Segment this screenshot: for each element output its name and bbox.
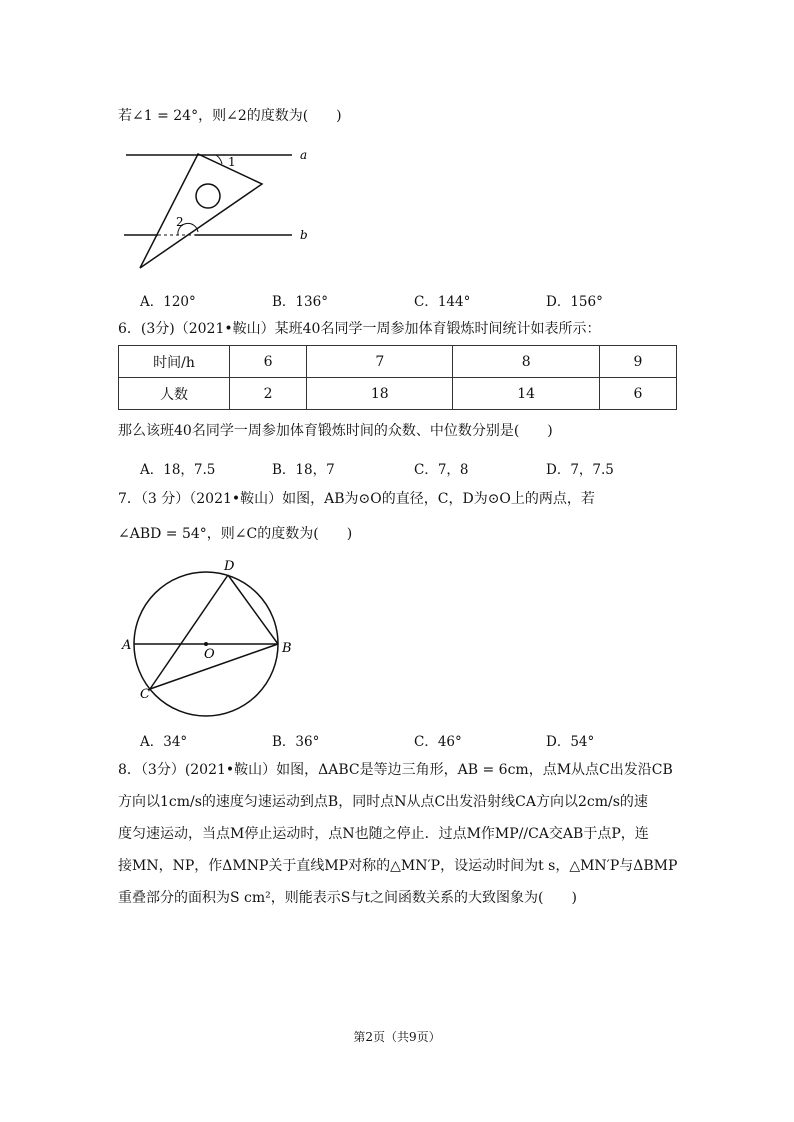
q7-choice-b: B．36°	[272, 734, 320, 750]
label-1: 1	[228, 155, 236, 169]
q7-figure	[118, 555, 308, 720]
q7-choice-d: D．54°	[546, 734, 595, 750]
q7-choice-c: C．46°	[414, 734, 462, 750]
table-cell: 人数	[119, 378, 230, 410]
table-header-cell: 6	[230, 346, 307, 378]
q6-choice-b: B．18，7	[272, 462, 335, 478]
q6-question: 那么该班40名同学一周参加体育锻炼时间的众数、中位数分别是( )	[118, 423, 553, 439]
q6-choice-c: C．7，8	[414, 462, 469, 478]
label-A: A	[122, 638, 132, 653]
table-cell: 2	[230, 378, 307, 410]
label-O: O	[204, 647, 215, 662]
center-dot	[204, 642, 208, 646]
q6-table	[118, 345, 677, 410]
table-header-cell: 时间/h	[119, 346, 230, 378]
q8-line-5: 重叠部分的面积为S cm²，则能表示S与t之间函数关系的大致图象为( )	[118, 890, 577, 906]
table-row	[119, 346, 677, 378]
table-header-cell: 9	[599, 346, 676, 378]
label-a: a	[300, 148, 308, 162]
triangle-ruler	[140, 154, 262, 268]
table-header-cell: 8	[453, 346, 599, 378]
table-cell: 18	[307, 378, 453, 410]
page-footer: 第2页（共9页）	[353, 1030, 441, 1044]
label-C: C	[140, 687, 150, 702]
q6-choice-a: A．18，7.5	[140, 462, 216, 478]
q7-choice-a: A．34°	[140, 734, 188, 750]
q8-line-1: 8．（3分）(2021•鞍山）如图，ΔABC是等边三角形，AB = 6cm，点M从点C出发沿CB	[118, 762, 673, 778]
q5-figure	[120, 140, 320, 275]
q7-line1: 7．（3 分）（2021•鞍山）如图，AB为⊙O的直径，C，D为⊙O上的两点，若	[118, 491, 595, 507]
chord-db	[228, 575, 278, 644]
q7-line2: ∠ABD = 54°，则∠C的度数为( )	[118, 526, 353, 542]
table-cell: 14	[453, 378, 599, 410]
q8-line-3: 度匀速运动，当点M停止运动时，点N也随之停止．过点M作MP//CA交AB于点P，连	[118, 826, 649, 842]
label-b: b	[300, 228, 308, 242]
q6-choice-d: D．7，7.5	[546, 462, 614, 478]
q5-choice-c: C．144°	[414, 294, 471, 310]
chord-dc	[150, 575, 228, 689]
q8-line-4: 接MN，NP，作ΔMNP关于直线MP对称的△MN′P，设运动时间为t s，△MN′P与ΔBMP	[118, 858, 678, 874]
label-2: 2	[176, 215, 184, 229]
table-cell: 6	[599, 378, 676, 410]
q5-choice-d: D．156°	[546, 294, 603, 310]
label-B: B	[282, 641, 292, 656]
q8-line-2: 方向以1cm/s的速度匀速运动到点B，同时点N从点C出发沿射线CA方向以2cm/s的速	[118, 794, 648, 810]
q5-choice-a: A．120°	[140, 294, 196, 310]
ruler-hole	[196, 184, 220, 208]
table-row	[119, 378, 677, 410]
q5-stem: 若∠1 = 24°，则∠2的度数为( )	[118, 108, 342, 124]
q6-stem: 6．(3分)（2021•鞍山）某班40名同学一周参加体育锻炼时间统计如表所示：	[118, 321, 601, 337]
label-D: D	[224, 559, 235, 574]
q5-choice-b: B．136°	[272, 294, 328, 310]
table-header-cell: 7	[307, 346, 453, 378]
